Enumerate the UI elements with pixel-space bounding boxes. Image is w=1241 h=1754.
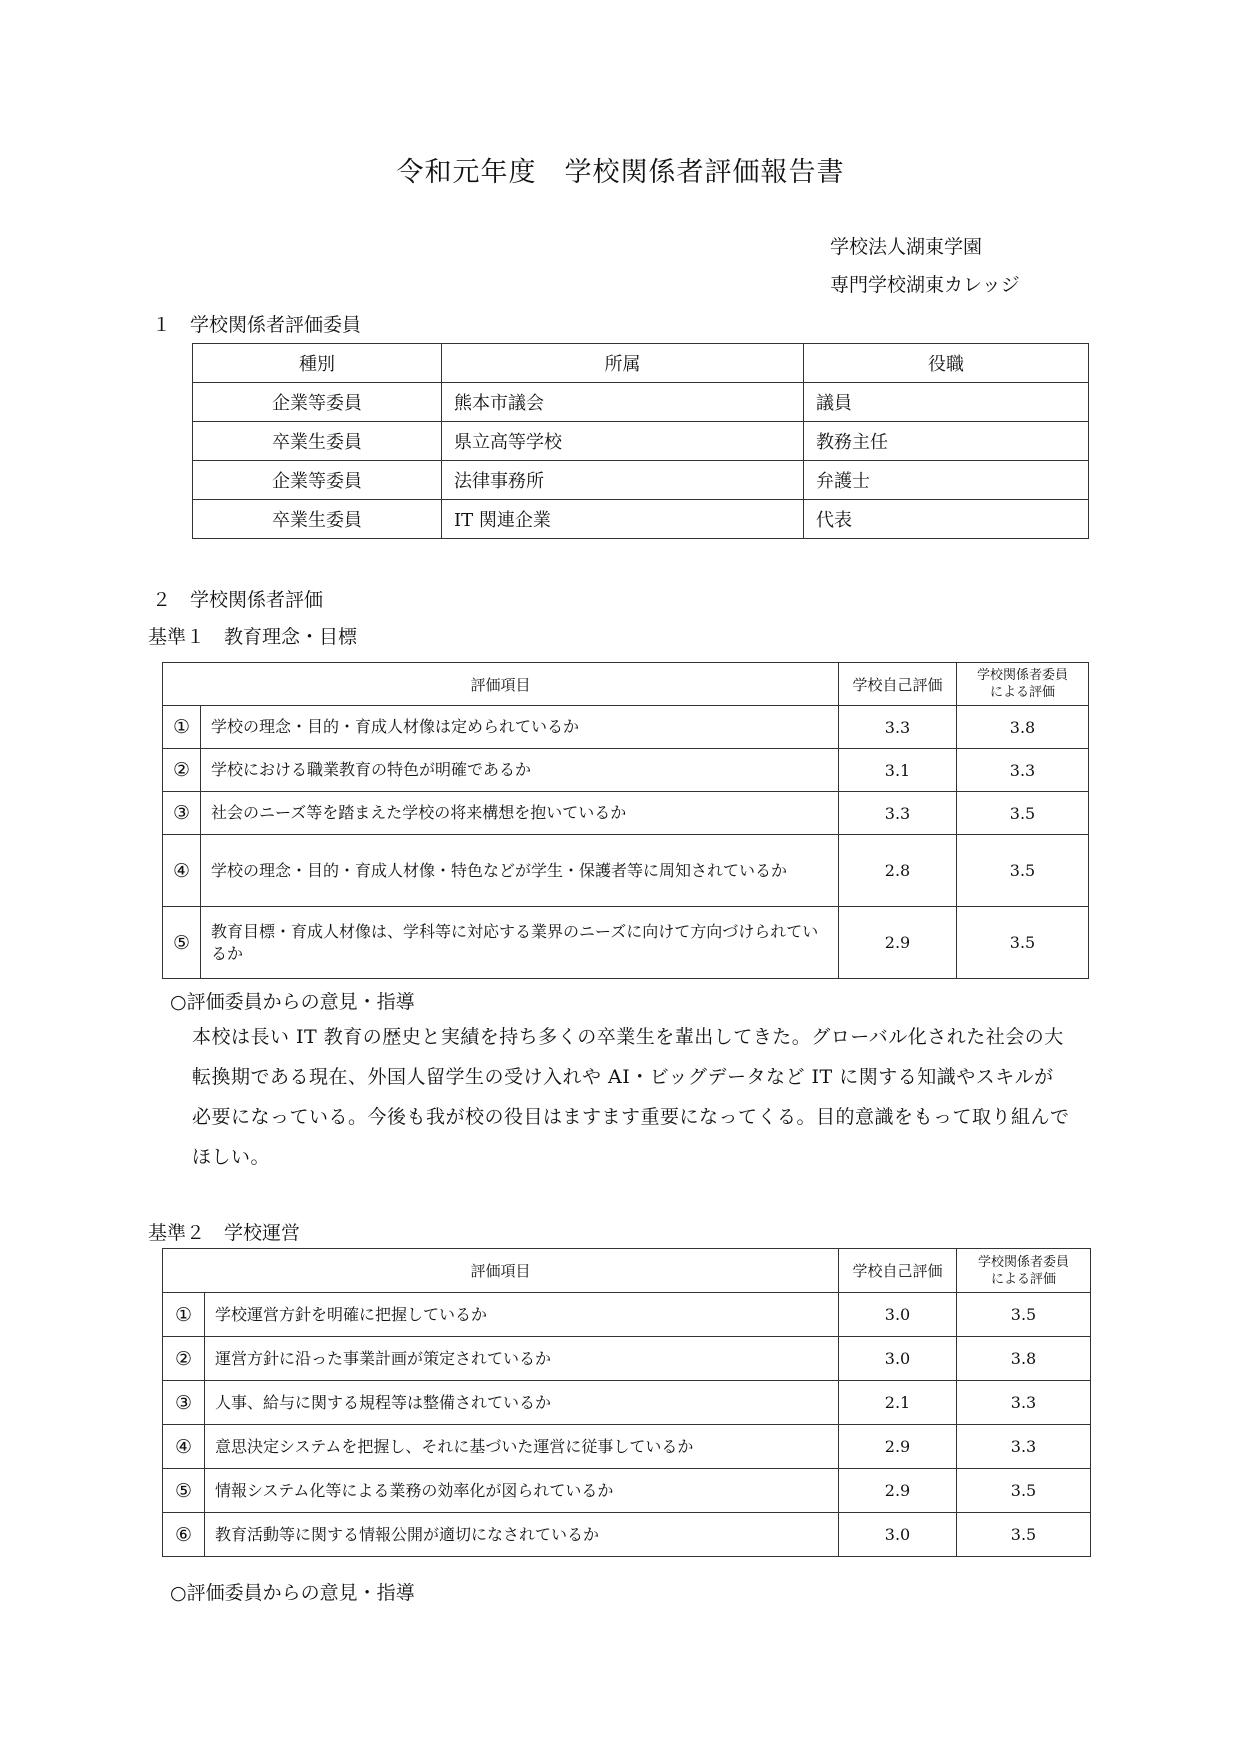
self-score: 3.3 [839, 792, 957, 835]
header-affiliation: 所属 [442, 344, 804, 383]
member-affiliation: 熊本市議会 [442, 383, 804, 422]
header-committee-line2: による評価 [990, 685, 1056, 700]
header-committee-eval [957, 663, 1089, 706]
table-row [193, 500, 1089, 539]
committee-score: 3.8 [957, 706, 1089, 749]
item-text: 学校の理念・目的・育成人材像・特色などが学生・保護者等に周知されているか [201, 835, 839, 907]
member-type: 企業等委員 [193, 383, 442, 422]
table-row [163, 749, 1089, 792]
header-self-eval: 学校自己評価 [839, 663, 957, 706]
item-number: ③ [163, 1381, 205, 1425]
member-affiliation: 県立高等学校 [442, 422, 804, 461]
item-text: 意思決定システムを把握し、それに基づいた運営に従事しているか [205, 1425, 839, 1469]
table-row [163, 1425, 1091, 1469]
table-row [163, 1381, 1091, 1425]
members-table [192, 343, 1089, 539]
item-text: 教育目標・育成人材像は、学科等に対応する業界のニーズに向けて方向づけられているか [201, 907, 839, 979]
self-score: 3.0 [839, 1513, 957, 1557]
item-number: ① [163, 706, 201, 749]
table-row [163, 1293, 1091, 1337]
table-row [163, 907, 1089, 979]
header-committee-line1: 学校関係者委員 [978, 1254, 1070, 1270]
item-text: 教育活動等に関する情報公開が適切になされているか [205, 1513, 839, 1557]
member-position: 弁護士 [804, 461, 1089, 500]
committee-score: 3.3 [957, 1381, 1091, 1425]
committee-score: 3.3 [957, 1425, 1091, 1469]
table-row [163, 1469, 1091, 1513]
header-type: 種別 [193, 344, 442, 383]
self-score: 2.9 [839, 1469, 957, 1513]
section2-heading: ２ 学校関係者評価 [152, 589, 324, 611]
member-position: 議員 [804, 383, 1089, 422]
table-row [163, 1513, 1091, 1557]
item-number: ⑤ [163, 907, 201, 979]
section1-heading: １ 学校関係者評価委員 [152, 314, 362, 336]
table-row [163, 835, 1089, 907]
self-score: 2.9 [839, 1425, 957, 1469]
item-text: 学校運営方針を明確に把握しているか [205, 1293, 839, 1337]
table-header-row [163, 663, 1089, 706]
table-row [163, 792, 1089, 835]
header-item: 評価項目 [163, 1249, 839, 1293]
kijun1-opinion-heading: ○評価委員からの意見・指導 [170, 991, 415, 1013]
member-affiliation: 法律事務所 [442, 461, 804, 500]
kijun2-table [162, 1248, 1091, 1557]
committee-score: 3.8 [957, 1337, 1091, 1381]
committee-score: 3.5 [957, 835, 1089, 907]
header-committee-line2: による評価 [991, 1271, 1057, 1287]
member-affiliation: IT 関連企業 [442, 500, 804, 539]
header-committee-line1: 学校関係者委員 [977, 668, 1069, 683]
kijun1-opinion-text: 本校は長い IT 教育の歴史と実績を持ち多くの卒業生を輩出してきた。グローバル化された社会の大転換期である現在、外国人留学生の受け入れや AI・ビッグデータなど IT に関する知識やスキルが必要になっている。今後も我が校の役目はますます重要になってくる。目的意識をもって取り組んでほしい。 [192, 1026, 1070, 1168]
self-score: 3.0 [839, 1337, 957, 1381]
item-number: ④ [163, 1425, 205, 1469]
header-item: 評価項目 [163, 663, 839, 706]
item-text: 社会のニーズ等を踏まえた学校の将来構想を抱いているか [201, 792, 839, 835]
item-number: ① [163, 1293, 205, 1337]
member-type: 企業等委員 [193, 461, 442, 500]
item-text: 運営方針に沿った事業計画が策定されているか [205, 1337, 839, 1381]
member-type: 卒業生委員 [193, 500, 442, 539]
committee-score: 3.5 [957, 1293, 1091, 1337]
committee-score: 3.5 [957, 907, 1089, 979]
member-position: 教務主任 [804, 422, 1089, 461]
self-score: 3.1 [839, 749, 957, 792]
header-self-eval: 学校自己評価 [839, 1249, 957, 1293]
item-number: ⑥ [163, 1513, 205, 1557]
table-row [163, 1337, 1091, 1381]
self-score: 2.8 [839, 835, 957, 907]
kijun1-table [162, 662, 1089, 979]
item-number: ② [163, 749, 201, 792]
item-text: 情報システム化等による業務の効率化が図られているか [205, 1469, 839, 1513]
item-text: 学校における職業教育の特色が明確であるか [201, 749, 839, 792]
kijun1-heading: 基準１ 教育理念・目標 [148, 626, 358, 648]
member-position: 代表 [804, 500, 1089, 539]
page-title: 令和元年度 学校関係者評価報告書 [396, 157, 845, 188]
org-corporation: 学校法人湖東学園 [830, 236, 983, 258]
table-row [193, 383, 1089, 422]
table-row [163, 706, 1089, 749]
self-score: 3.3 [839, 706, 957, 749]
item-number: ⑤ [163, 1469, 205, 1513]
committee-score: 3.5 [957, 1469, 1091, 1513]
item-number: ④ [163, 835, 201, 907]
committee-score: 3.5 [957, 792, 1089, 835]
table-header-row [193, 344, 1089, 383]
item-text: 人事、給与に関する規程等は整備されているか [205, 1381, 839, 1425]
header-committee-eval [957, 1249, 1091, 1293]
committee-score: 3.5 [957, 1513, 1091, 1557]
table-row [193, 422, 1089, 461]
member-type: 卒業生委員 [193, 422, 442, 461]
item-text: 学校の理念・目的・育成人材像は定められているか [201, 706, 839, 749]
self-score: 2.9 [839, 907, 957, 979]
committee-score: 3.3 [957, 749, 1089, 792]
table-row [193, 461, 1089, 500]
org-school: 専門学校湖東カレッジ [830, 274, 1020, 296]
kijun2-opinion-heading: ○評価委員からの意見・指導 [170, 1582, 415, 1604]
table-header-row [163, 1249, 1091, 1293]
self-score: 3.0 [839, 1293, 957, 1337]
header-position: 役職 [804, 344, 1089, 383]
item-number: ② [163, 1337, 205, 1381]
item-number: ③ [163, 792, 201, 835]
self-score: 2.1 [839, 1381, 957, 1425]
kijun2-heading: 基準２ 学校運営 [148, 1222, 301, 1244]
